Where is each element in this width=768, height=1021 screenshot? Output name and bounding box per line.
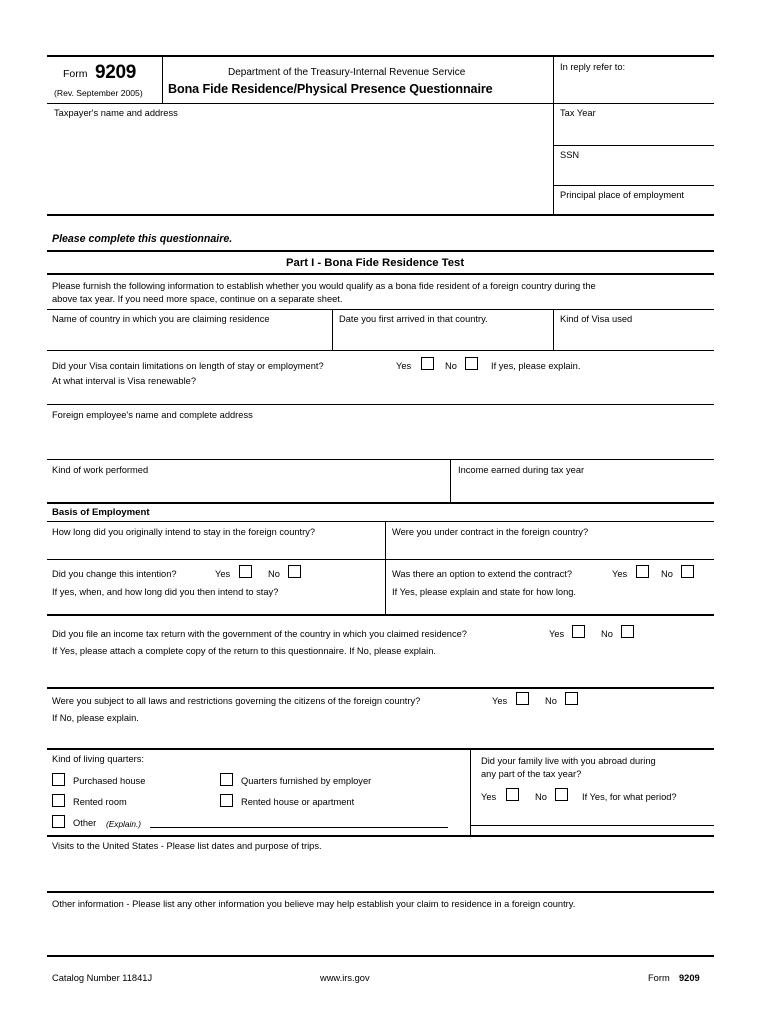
family-abroad-no-label: No (535, 792, 547, 802)
basis-of-employment-bottom-rule (47, 614, 714, 616)
header-block-bottom-rule (47, 214, 714, 216)
part-one-bottom-rule (47, 273, 714, 275)
furnish-instruction-line-1: Please furnish the following information to establish whether you would qualify as a bona fide resident of a foreign country during the (52, 281, 596, 291)
basis-of-employment-mid-rule (47, 559, 714, 560)
quarters-furnished-checkbox[interactable] (220, 773, 233, 786)
part-one-heading: Part I - Bona Fide Residence Test (286, 257, 465, 269)
basis-of-employment-heading: Basis of Employment (52, 507, 150, 518)
laws-if-no-explain: If No, please explain. (52, 713, 139, 723)
visa-yes-label: Yes (396, 361, 412, 371)
visits-bottom-rule (47, 891, 714, 893)
kind-of-work-label: Kind of work performed (52, 465, 149, 475)
intend-stay-followup: If yes, when, and how long did you then intend to stay? (52, 587, 279, 597)
living-quarters-heading: Kind of living quarters: (52, 754, 144, 764)
other-quarters-label: Other (73, 818, 97, 828)
change-intention-yes-checkbox[interactable] (239, 565, 252, 578)
residence-table-bottom-rule (47, 350, 714, 351)
form-number: 9209 (95, 62, 137, 83)
ssn-box-bottom-rule (553, 185, 714, 186)
change-intention-yes-label: Yes (215, 569, 231, 579)
footer-form-word: Form (648, 973, 670, 983)
other-information-bottom-rule (47, 955, 714, 957)
form-word-label: Form (63, 68, 88, 80)
laws-bottom-rule (47, 748, 714, 750)
masthead-top-rule (47, 55, 714, 57)
arrival-date-label: Date you first arrived in that country. (339, 314, 488, 324)
laws-yes-label: Yes (492, 696, 508, 706)
visa-renewal-question: At what interval is Visa renewable? (52, 376, 197, 386)
residence-table-divider-1 (332, 309, 333, 350)
laws-no-checkbox[interactable] (565, 692, 578, 705)
intend-stay-question: How long did you originally intend to stay in the foreign country? (52, 527, 316, 537)
tax-return-no-label: No (601, 629, 613, 639)
ssn-label: SSN (560, 150, 580, 160)
family-abroad-yes-checkbox[interactable] (506, 788, 519, 801)
change-intention-no-label: No (268, 569, 280, 579)
purchased-house-checkbox[interactable] (52, 773, 65, 786)
rented-house-checkbox[interactable] (220, 794, 233, 807)
change-intention-question: Did you change this intention? (52, 569, 177, 579)
change-intention-no-checkbox[interactable] (288, 565, 301, 578)
visa-no-label: No (445, 361, 457, 371)
form-title: Bona Fide Residence/Physical Presence Questionnaire (168, 82, 493, 96)
visits-label: Visits to the United States - Please list dates and purpose of trips. (52, 841, 322, 851)
family-abroad-yes-label: Yes (481, 792, 497, 802)
visa-kind-label: Kind of Visa used (560, 314, 633, 324)
country-label: Name of country in which you are claiming residence (52, 314, 270, 324)
tax-return-yes-label: Yes (549, 629, 565, 639)
extend-contract-no-label: No (661, 569, 673, 579)
irs-website[interactable]: www.irs.gov (320, 973, 370, 983)
rented-house-label: Rented house or apartment (241, 797, 355, 807)
family-abroad-no-checkbox[interactable] (555, 788, 568, 801)
living-quarters-divider (470, 748, 471, 835)
tax-year-label: Tax Year (560, 108, 596, 118)
in-reply-refer-to-label: In reply refer to: (560, 62, 626, 72)
work-income-divider (450, 459, 451, 502)
visa-limitation-question: Did your Visa contain limitations on length of stay or employment? (52, 361, 324, 371)
other-quarters-explain-hint: (Explain.) (106, 819, 142, 829)
extend-contract-question: Was there an option to extend the contract? (392, 569, 573, 579)
under-contract-question: Were you under contract in the foreign country? (392, 527, 589, 537)
purchased-house-label: Purchased house (73, 776, 146, 786)
laws-no-label: No (545, 696, 557, 706)
footer-form-number: 9209 (679, 973, 700, 983)
laws-yes-checkbox[interactable] (516, 692, 529, 705)
in-reply-box-bottom-rule (553, 103, 714, 104)
visa-yes-checkbox[interactable] (421, 357, 434, 370)
basis-of-employment-divider (385, 521, 386, 614)
tax-year-box-bottom-rule (553, 145, 714, 146)
quarters-furnished-label: Quarters furnished by employer (241, 776, 372, 786)
tax-return-yes-checkbox[interactable] (572, 625, 585, 638)
catalog-number: Catalog Number 11841J (52, 973, 153, 983)
residence-table-divider-2 (553, 309, 554, 350)
principal-place-label: Principal place of employment (560, 190, 685, 200)
tax-return-attach-instruction: If Yes, please attach a complete copy of the return to this questionnaire. If No, please explain. (52, 646, 436, 656)
family-abroad-box-bottom-rule (470, 825, 714, 826)
tax-return-no-checkbox[interactable] (621, 625, 634, 638)
taxpayer-name-address-label: Taxpayer's name and address (54, 108, 178, 118)
revision-date: (Rev. September 2005) (54, 88, 143, 98)
living-quarters-bottom-rule (47, 835, 714, 837)
residence-table-top-rule (47, 309, 714, 310)
other-information-label: Other information - Please list any other information you believe may help establish your claim to residence in a foreign country. (52, 899, 576, 909)
work-income-bottom-rule (47, 502, 714, 504)
visa-if-yes-explain: If yes, please explain. (491, 361, 581, 371)
laws-restrictions-question: Were you subject to all laws and restrictions governing the citizens of the foreign country? (52, 696, 421, 706)
family-abroad-question-line-2: any part of the tax year? (481, 769, 582, 779)
tax-return-bottom-rule (47, 687, 714, 689)
other-quarters-checkbox[interactable] (52, 815, 65, 828)
foreign-employee-bottom-rule (47, 459, 714, 460)
masthead-divider-1 (162, 57, 163, 103)
family-abroad-if-yes-period: If Yes, for what period? (582, 792, 677, 802)
basis-of-employment-heading-rule (47, 521, 714, 522)
extend-contract-followup: If Yes, please explain and state for how long. (392, 587, 576, 597)
tax-return-question: Did you file an income tax return with the government of the country in which you claimed residence? (52, 629, 467, 639)
rented-room-label: Rented room (73, 797, 127, 807)
please-complete-bottom-rule (47, 250, 714, 252)
foreign-employee-label: Foreign employee's name and complete address (52, 410, 253, 420)
family-abroad-question-line-1: Did your family live with you abroad during (481, 756, 656, 766)
masthead-divider-2 (553, 57, 554, 214)
please-complete-heading: Please complete this questionnaire. (52, 233, 233, 245)
extend-contract-no-checkbox[interactable] (681, 565, 694, 578)
income-earned-label: Income earned during tax year (458, 465, 585, 475)
extend-contract-yes-checkbox[interactable] (636, 565, 649, 578)
department-label: Department of the Treasury-Internal Revenue Service (228, 67, 466, 78)
other-quarters-fill-line[interactable] (150, 827, 448, 828)
masthead-bottom-rule (47, 103, 553, 104)
rented-room-checkbox[interactable] (52, 794, 65, 807)
extend-contract-yes-label: Yes (612, 569, 628, 579)
visa-no-checkbox[interactable] (465, 357, 478, 370)
furnish-instruction-line-2: above tax year. If you need more space, continue on a separate sheet. (52, 294, 343, 304)
visa-question-bottom-rule (47, 404, 714, 405)
